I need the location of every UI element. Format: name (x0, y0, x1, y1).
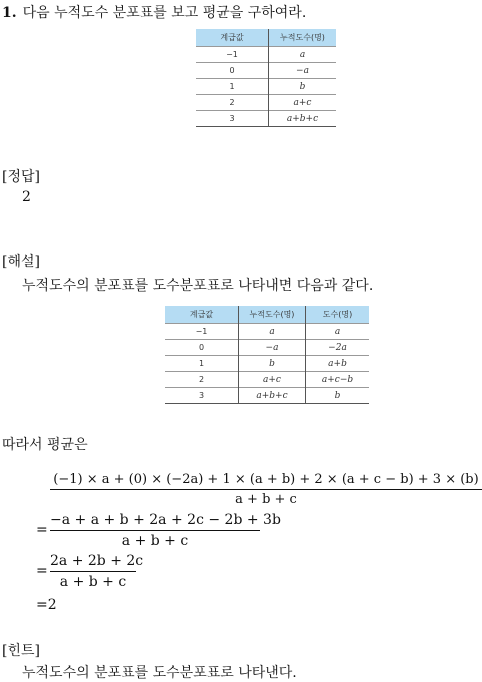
question (2, 2, 306, 22)
table-cell: 1 (196, 79, 269, 95)
table-cell: −2a (306, 340, 370, 356)
therefore-text: 따라서 평균은 (2, 437, 88, 453)
table-cell: a (269, 47, 337, 63)
table-row (196, 63, 336, 79)
table-row (165, 324, 369, 340)
table-cell: 3 (196, 111, 269, 127)
table-cell: −a (239, 340, 306, 356)
table-cell: 0 (165, 340, 239, 356)
table-header-row (196, 29, 336, 47)
fraction-numerator: 2a + 2b + 2c (50, 553, 136, 572)
hint-label: [힌트] (2, 643, 40, 659)
table-header-cell: 누적도수(명) (239, 306, 306, 324)
equals-sign: = (36, 522, 48, 538)
table-header-row (165, 306, 369, 324)
fraction-denominator: a + b + c (235, 492, 297, 507)
equals-sign: = (36, 563, 48, 579)
table-cell: a+b+c (269, 111, 337, 127)
answer-label: [정답] (2, 169, 40, 185)
table-row (196, 95, 336, 111)
fraction-denominator: a + b + c (59, 574, 127, 590)
table-row (165, 356, 369, 372)
frequency-distribution-table (165, 306, 369, 404)
mean-fraction-step3 (50, 553, 144, 590)
mean-result: =2 (36, 597, 57, 613)
table-header-cell: 계급값 (196, 29, 269, 47)
table-cell: 1 (165, 356, 239, 372)
table-cell: a+c (239, 372, 306, 388)
table-header-cell: 도수(명) (306, 306, 370, 324)
table-cell: b (239, 356, 306, 372)
table-row (165, 340, 369, 356)
table-header-cell: 계급값 (165, 306, 239, 324)
fraction-denominator: a + b + c (121, 533, 189, 549)
solution-label: [해설] (2, 254, 40, 270)
mean-fraction-step2 (50, 512, 281, 549)
hint-text: 누적도수의 분포표를 도수분포표로 나타낸다. (22, 665, 297, 681)
table-row (165, 388, 369, 404)
fraction-numerator: (−1) × a + (0) × (−2a) + 1 × (a + b) + 2 × (a + c − b) + 3 × (b) (50, 472, 482, 490)
table-cell: a (239, 324, 306, 340)
table-cell: 2 (165, 372, 239, 388)
table-cell: b (306, 388, 370, 404)
cumulative-frequency-table (196, 29, 336, 127)
table-cell: −1 (196, 47, 269, 63)
table-cell: −1 (165, 324, 239, 340)
table-row (196, 79, 336, 95)
table-cell: a+c (269, 95, 337, 111)
table-cell: a (306, 324, 370, 340)
solution-intro: 누적도수의 분포표를 도수분포표로 나타내면 다음과 같다. (22, 278, 374, 294)
table-cell: −a (269, 63, 337, 79)
table-row (196, 47, 336, 63)
table-cell: 0 (196, 63, 269, 79)
table-row (196, 111, 336, 127)
table-cell: 3 (165, 388, 239, 404)
table-cell: a+c−b (306, 372, 370, 388)
answer-value: 2 (22, 189, 31, 205)
mean-fraction-step1 (50, 472, 482, 507)
table-header-cell: 누적도수(명) (269, 29, 337, 47)
table-cell: a+b (306, 356, 370, 372)
table-cell: b (269, 79, 337, 95)
fraction-numerator: −a + a + b + 2a + 2c − 2b + 3b (50, 512, 260, 531)
question-text: 다음 누적도수 분포표를 보고 평균을 구하여라. (22, 5, 307, 21)
question-number: 1. (2, 5, 17, 21)
table-row (165, 372, 369, 388)
table-cell: a+b+c (239, 388, 306, 404)
table-cell: 2 (196, 95, 269, 111)
